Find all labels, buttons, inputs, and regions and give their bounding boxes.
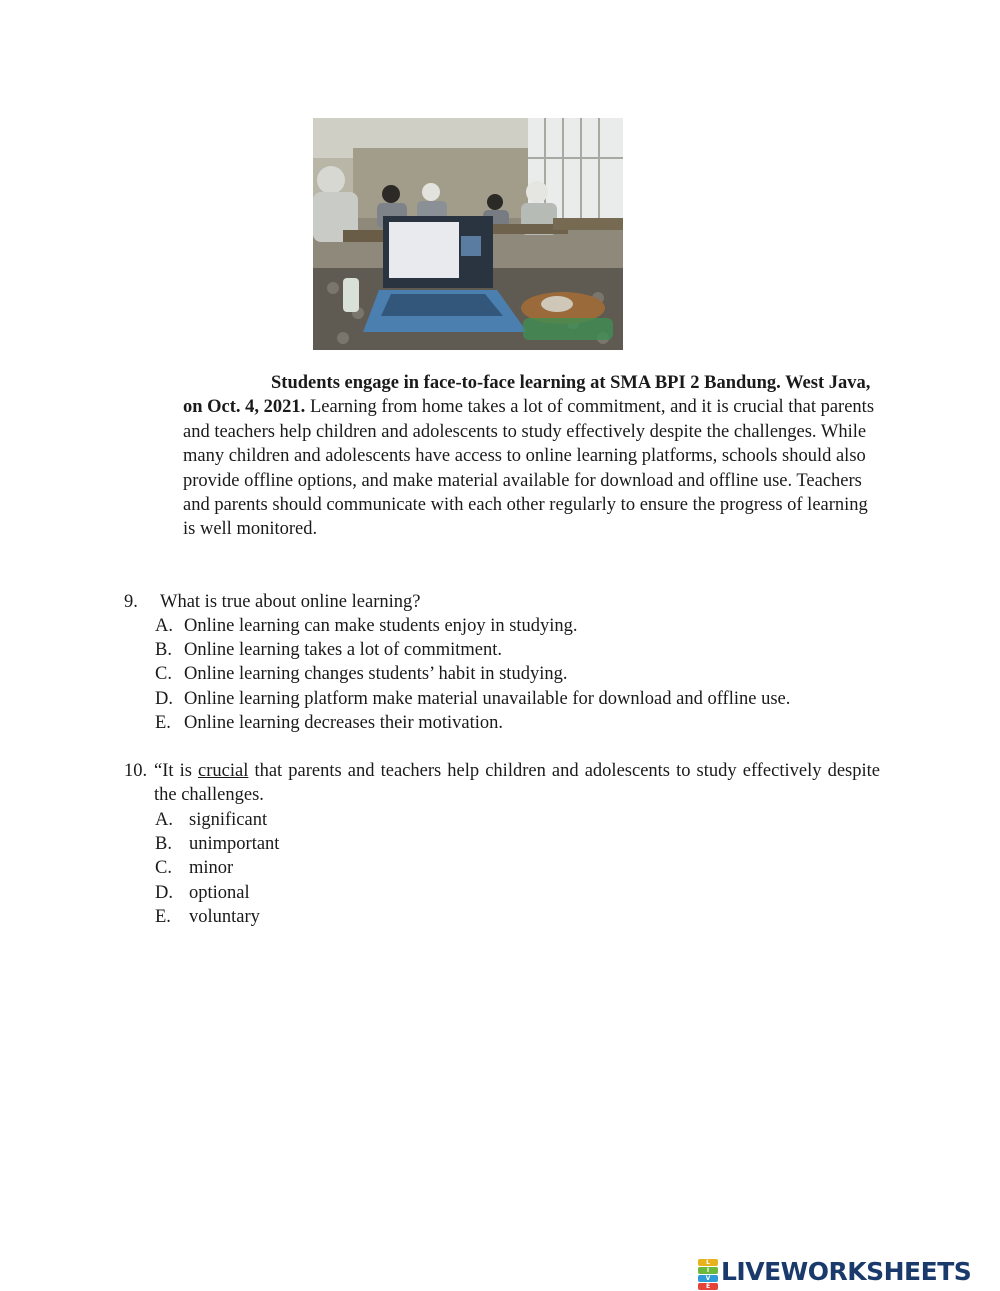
stem-before: “It is [154,761,199,781]
option-text: unimportant [189,834,280,855]
logo-block-l: L [698,1259,718,1266]
logo-block-v: V [698,1275,718,1282]
option-letter: B. [155,640,172,661]
option-letter: A. [155,810,173,830]
option-text: Online learning decreases their motivation. [184,712,504,733]
option-letter: C. [155,664,172,685]
option-letter: B. [155,834,172,855]
option-a [155,808,279,832]
option-letter: A. [155,616,173,636]
question-stem [154,759,880,807]
classroom-photo [313,118,623,350]
option-d [155,687,790,711]
reading-passage [183,371,883,542]
option-text: Online learning platform make material unavailable for download and offline use. [184,688,791,709]
option-b [155,832,279,856]
option-letter: D. [155,688,173,709]
option-text: Online learning can make students enjoy in studying. [184,616,578,636]
option-text: Online learning changes students’ habit in studying. [184,664,568,685]
option-a [155,614,790,638]
photo-caption: Students engage in face-to-face learning at SMA BPI 2 Bandung. West Java, on Oct. 4, 2021. [183,373,871,418]
live-logo-icon [698,1258,718,1290]
liveworksheets-logo [698,1256,972,1290]
option-e [155,711,790,735]
option-c [155,662,790,686]
option-letter: E. [155,906,171,927]
option-text: significant [189,810,268,830]
option-letter: D. [155,882,173,903]
option-d [155,881,279,905]
option-list [155,808,279,929]
option-b [155,638,790,662]
question-number: 9. [124,592,138,612]
logo-block-i: I [698,1267,718,1274]
brand-name: LIVEWORKSHEETS [721,1256,972,1286]
passage-body: Learning from home takes a lot of commitment, and it is crucial that parents and teachers help children and adolescents to study effectively despite the challenges. While many children and adolescents have access to online learning platforms, schools should also provide offline options, and make material available for download and offline use. Teachers and parents should communicate with each other regularly to ensure the progress of learning is well monitored. [183,397,875,540]
stem-after: that parents and teachers help children and adolescents to study effectively despite the challenges. [154,761,880,806]
question-stem: What is true about online learning? [160,592,421,612]
option-text: voluntary [189,906,260,927]
option-text: Online learning takes a lot of commitment. [184,640,503,661]
option-text: optional [189,882,250,903]
option-e [155,905,279,929]
stem-underlined-word: crucial [198,761,249,781]
option-letter: E. [155,712,171,733]
question-number: 10. [124,761,148,781]
option-text: minor [189,858,234,879]
option-letter: C. [155,858,172,879]
option-c [155,856,279,880]
logo-block-e: E [698,1283,718,1290]
option-list [155,614,790,735]
